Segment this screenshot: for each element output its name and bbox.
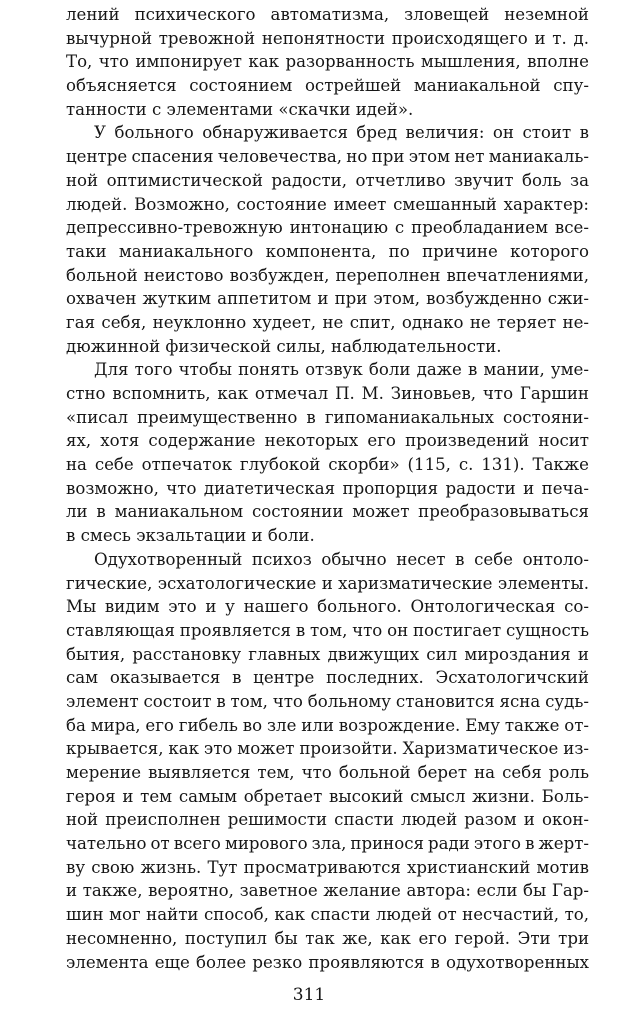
- text-line: сам оказывается в центре последних. Эсхатологичский: [66, 668, 589, 688]
- text-line: танности с элементами «скачки идей».: [66, 99, 414, 119]
- text-line: и также, вероятно, заветное желание автора: если бы Гар-: [66, 881, 589, 901]
- text-line: лений психического автоматизма, зловещей неземной: [66, 5, 589, 24]
- text-line: ба мира, его гибель во зле или возрождение. Ему также от-: [66, 715, 590, 735]
- text-line: ной оптимистической радости, отчетливо звучит боль за: [66, 170, 589, 190]
- text-line: ставляющая проявляется в том, что он постигает сущность: [66, 620, 590, 640]
- text-line: охвачен жутким аппетитом и при этом, возбужденно сжи-: [66, 289, 590, 309]
- text-line: больной неистово возбужден, переполнен впечатлениями,: [66, 265, 589, 285]
- text-line: мерение выявляется тем, что больной берет на себя роль: [66, 763, 589, 782]
- text-line: гая себя, неуклонно худеет, не спит, однако не теряет не-: [66, 312, 590, 332]
- text-line: таки маниакального компонента, по причине которого: [66, 241, 590, 261]
- text-line: бытия, расстановку главных движущих сил мироздания и: [66, 644, 589, 664]
- text-line: депрессивно-тревожную интонацию с преобладанием все-: [66, 218, 589, 238]
- body-text: [66, 3, 589, 974]
- text-line: То, что импонирует как разорванность мышления, вполне: [66, 52, 589, 72]
- text-line: вычурной тревожной непонятности происходящего и т. д.: [66, 28, 589, 48]
- text-line: ву свою жизнь. Тут просматриваются христианский мотив: [66, 857, 590, 877]
- text-line: элемент состоит в том, что больному становится ясна судь-: [66, 691, 590, 711]
- text-line: шин мог найти способ, как спасти людей от несчастий, то,: [66, 905, 590, 925]
- page-number: 311: [292, 985, 326, 1005]
- text-line: ли в маниакальном состоянии может преобразовываться: [66, 502, 589, 522]
- text-line: ной преисполнен решимости спасти людей разом и окон-: [66, 810, 589, 830]
- text-line: несомненно, поступил бы так же, как его герой. Эти три: [66, 928, 590, 948]
- text-line: элемента еще более резко проявляются в одухотворенных: [66, 952, 590, 972]
- text-line: крывается, как это может произойти. Харизматическое из-: [66, 739, 589, 759]
- text-line: Одухотворенный психоз обычно несет в себе онтоло-: [94, 549, 590, 569]
- text-line: героя и тем самым обретает высокий смысл жизни. Боль-: [66, 786, 590, 806]
- text-line: возможно, что диатетическая пропорция радости и печа-: [66, 478, 589, 498]
- text-line: У больного обнаруживается бред величия: он стоит в: [94, 123, 589, 143]
- text-line: гические, эсхатологические и харизматические элементы.: [66, 573, 589, 593]
- text-line: Для того чтобы понять отзвук боли даже в мании, уме-: [94, 360, 589, 380]
- text-line: чательно от всего мирового зла, принося ради этого в жерт-: [66, 834, 589, 854]
- text-line: ях, хотя содержание некоторых его произведений носит: [66, 431, 589, 451]
- text-line: центре спасения человечества, но при этом нет маниакаль-: [66, 147, 589, 167]
- text-line: стно вспомнить, как отмечал П. М. Зиновьев, что Гаршин: [66, 384, 589, 403]
- text-line: объясняется состоянием острейшей маниакальной спу-: [66, 76, 589, 96]
- text-line: Мы видим это и у нашего больного. Онтологическая со-: [66, 597, 589, 617]
- text-line: «писал преимущественно в гипоманиакальных состояни-: [66, 407, 589, 427]
- text-line: в смесь экзальтации и боли.: [66, 526, 315, 546]
- text-line: на себе отпечаток глубокой скорби» (115, с. 131). Также: [66, 455, 589, 475]
- text-line: людей. Возможно, состояние имеет смешанный характер:: [66, 194, 589, 214]
- text-line: дюжинной физической силы, наблюдательности.: [66, 336, 502, 356]
